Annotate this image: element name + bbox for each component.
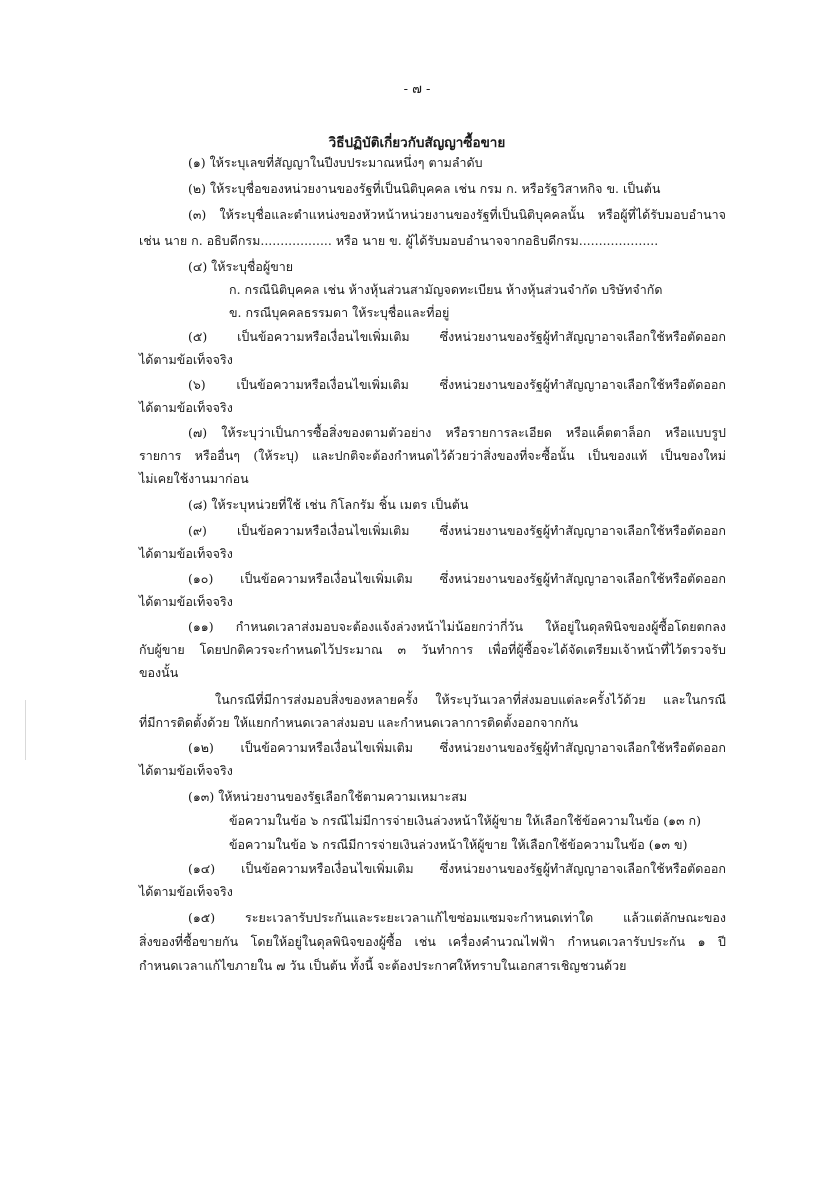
clause-8: (๘) ให้ระบุหน่วยที่ใช้ เช่น กิโลกรัม ชิ้น เมตร เป็นต้น	[188, 497, 469, 512]
scan-edge-mark	[25, 700, 26, 760]
clause-10-line-1: (๑๐) เป็นข้อความหรือเงื่อนไขเพิ่มเติม ซึ่งหน่วยงานของรัฐผู้ทำสัญญาอาจเลือกใช้หรือตัดออก	[188, 571, 726, 586]
clause-6-line-1: (๖) เป็นข้อความหรือเงื่อนไขเพิ่มเติม ซึ่งหน่วยงานของรัฐผู้ทำสัญญาอาจเลือกใช้หรือตัดออก	[188, 377, 726, 392]
clause-11-line-2: กับผู้ขาย โดยปกติควรจะกำหนดไว้ประมาณ ๓ วันทำการ เพื่อที่ผู้ซื้อจะได้จัดเตรียมเจ้าหน้าที่ไว้ตรวจรับ	[139, 642, 726, 657]
clause-14-line-1: (๑๔) เป็นข้อความหรือเงื่อนไขเพิ่มเติม ซึ่งหน่วยงานของรัฐผู้ทำสัญญาอาจเลือกใช้หรือตัดออก	[188, 861, 726, 876]
clause-15-line-3: กำหนดเวลาแก้ไขภายใน ๗ วัน เป็นต้น ทั้งนี้ จะต้องประกาศให้ทราบในเอกสารเชิญชวนด้วย	[139, 958, 627, 973]
clause-7-line-1: (๗) ให้ระบุว่าเป็นการซื้อสิ่งของตามตัวอย่าง หรือรายการละเอียด หรือแค็ตตาล็อก หรือแบบรูป	[188, 425, 726, 440]
clause-15-line-2: สิ่งของที่ซื้อขายกัน โดยให้อยู่ในดุลพินิจของผู้ซื้อ เช่น เครื่องคำนวณไฟฟ้า กำหนดเวลารับประกัน ๑ ปี	[139, 934, 726, 949]
clause-7-line-2: รายการ หรืออื่นๆ (ให้ระบุ) และปกติจะต้องกำหนดไว้ด้วยว่าสิ่งของที่จะซื้อนั้น เป็นของแท้ เป็นของใหม่	[139, 448, 726, 463]
clause-4-a: ก. กรณีนิติบุคคล เช่น ห้างหุ้นส่วนสามัญจดทะเบียน ห้างหุ้นส่วนจำกัด บริษัทจำกัด	[229, 282, 663, 297]
clause-2: (๒) ให้ระบุชื่อของหน่วยงานของรัฐที่เป็นนิติบุคคล เช่น กรม ก. หรือรัฐวิสาหกิจ ข. เป็นต้น	[188, 181, 661, 196]
clause-1: (๑) ให้ระบุเลขที่สัญญาในปีงบประมาณหนึ่งๆ ตามลำดับ	[188, 155, 483, 170]
clause-9-line-1: (๙) เป็นข้อความหรือเงื่อนไขเพิ่มเติม ซึ่งหน่วยงานของรัฐผู้ทำสัญญาอาจเลือกใช้หรือตัดออก	[188, 523, 726, 538]
clause-3-line-1: (๓) ให้ระบุชื่อและตำแหน่งของหัวหน้าหน่วยงานของรัฐที่เป็นนิติบุคคลนั้น หรือผู้ที่ได้รับมอบอำนาจ	[188, 207, 726, 222]
clause-11-line-3: ของนั้น	[139, 665, 179, 680]
page-title: วิธีปฏิบัติเกี่ยวกับสัญญาซื้อขาย	[328, 135, 506, 151]
clause-13: (๑๓) ให้หน่วยงานของรัฐเลือกใช้ตามความเหมาะสม	[188, 789, 468, 804]
clause-4-b: ข. กรณีบุคคลธรรมดา ให้ระบุชื่อและที่อยู่	[229, 305, 450, 320]
clause-11-line-4: ในกรณีที่มีการส่งมอบสิ่งของหลายครั้ง ให้ระบุวันเวลาที่ส่งมอบแต่ละครั้งไว้ด้วย และในกรณี	[215, 692, 726, 707]
page-number: - ๗ -	[403, 82, 431, 97]
clause-9-line-2: ได้ตามข้อเท็จจริง	[139, 546, 233, 561]
clause-4: (๔) ให้ระบุชื่อผู้ขาย	[188, 259, 294, 274]
clause-15-line-1: (๑๕) ระยะเวลารับประกันและระยะเวลาแก้ไขซ่อมแซมจะกำหนดเท่าใด แล้วแต่ลักษณะของ	[188, 910, 726, 925]
clause-6-line-2: ได้ตามข้อเท็จจริง	[139, 400, 233, 415]
clause-12-line-2: ได้ตามข้อเท็จจริง	[139, 763, 233, 778]
clause-11-line-5: ที่มีการติดตั้งด้วย ให้แยกกำหนดเวลาส่งมอบ และกำหนดเวลาการติดตั้งออกจากกัน	[139, 715, 579, 730]
clause-7-line-3: ไม่เคยใช้งานมาก่อน	[139, 471, 249, 486]
clause-5-line-1: (๕) เป็นข้อความหรือเงื่อนไขเพิ่มเติม ซึ่งหน่วยงานของรัฐผู้ทำสัญญาอาจเลือกใช้หรือตัดออก	[188, 329, 726, 344]
clause-3-line-2: เช่น นาย ก. อธิบดีกรม.................. หรือ นาย ข. ผู้ได้รับมอบอำนาจจากอธิบดีกรม....................	[139, 233, 659, 248]
clause-11-line-1: (๑๑) กำหนดเวลาส่งมอบจะต้องแจ้งล่วงหน้าไม่น้อยกว่ากี่วัน ให้อยู่ในดุลพินิจของผู้ซื้อโดยตกลง	[188, 619, 726, 634]
clause-13-a: ข้อความในข้อ ๖ กรณีไม่มีการจ่ายเงินล่วงหน้าให้ผู้ขาย ให้เลือกใช้ข้อความในข้อ (๑๓ ก)	[229, 813, 702, 828]
clause-12-line-1: (๑๒) เป็นข้อความหรือเงื่อนไขเพิ่มเติม ซึ่งหน่วยงานของรัฐผู้ทำสัญญาอาจเลือกใช้หรือตัดออก	[188, 740, 726, 755]
clause-10-line-2: ได้ตามข้อเท็จจริง	[139, 594, 233, 609]
clause-14-line-2: ได้ตามข้อเท็จจริง	[139, 884, 233, 899]
clause-5-line-2: ได้ตามข้อเท็จจริง	[139, 352, 233, 367]
clause-13-b: ข้อความในข้อ ๖ กรณีมีการจ่ายเงินล่วงหน้าให้ผู้ขาย ให้เลือกใช้ข้อความในข้อ (๑๓ ข)	[229, 837, 688, 852]
